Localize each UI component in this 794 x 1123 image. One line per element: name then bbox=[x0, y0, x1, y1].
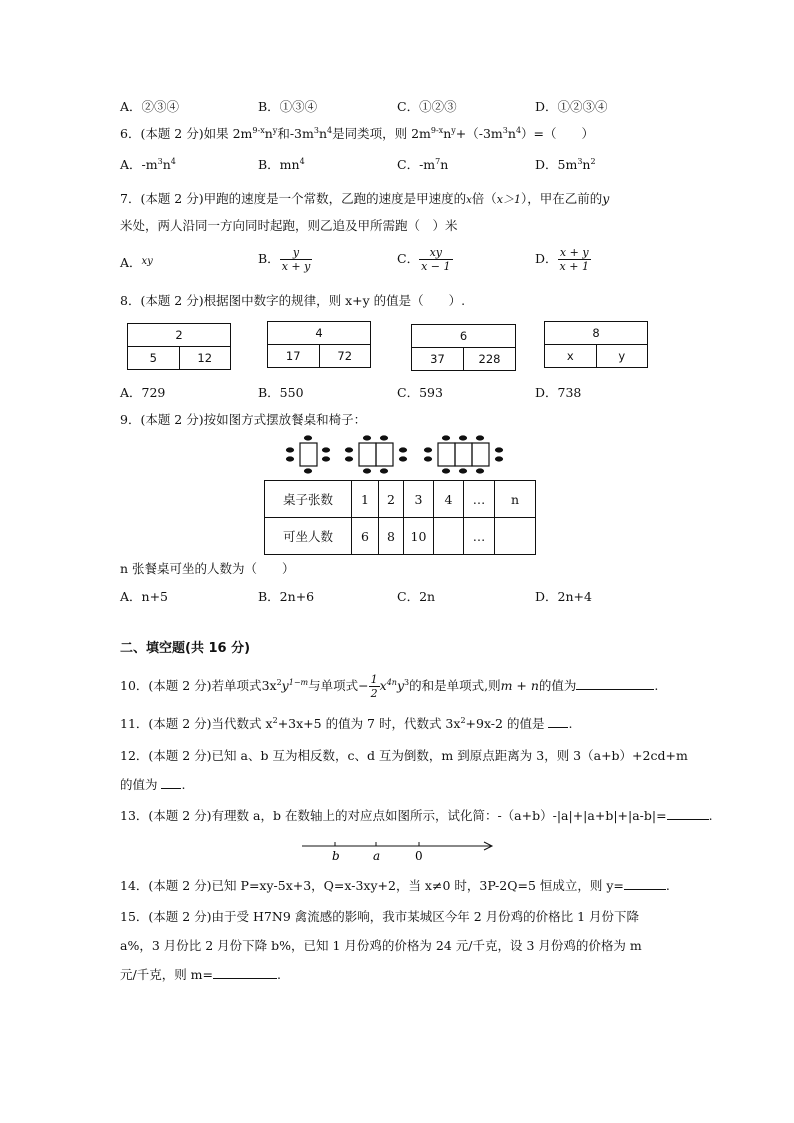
q9-option-a[interactable]: A．n+5 bbox=[120, 589, 169, 604]
label-a: a bbox=[373, 849, 381, 863]
q6-option-b[interactable]: B．$mn^4$ bbox=[258, 156, 305, 172]
number-line bbox=[298, 838, 498, 864]
q6-option-c[interactable]: C．$-m^7n$ bbox=[397, 156, 449, 172]
q8-option-c[interactable]: C．593 bbox=[397, 385, 443, 400]
q12-stem-line1: 12．(本题 2 分)已知 a、b 互为相反数，c、d 互为倒数，m 到原点距离为 3，则 3（a+b）+2cd+m bbox=[120, 748, 688, 763]
q10-stem: 10．(本题 2 分)若单项式$3x^2y^{1-m}$与单项式− $\frac{1}{2}$ $x^{4n}y^3$的和是单项式,则m + n的值为 . bbox=[120, 673, 659, 701]
q8-options bbox=[120, 383, 680, 401]
q7-option-d[interactable]: D． $\frac{x + y}{x + 1}$ bbox=[535, 246, 589, 273]
answer-blank[interactable] bbox=[576, 689, 654, 690]
q7-stem-line2: 米处，两人沿同一方向同时起跑，则乙追及甲所需跑（ ）米 bbox=[120, 218, 458, 233]
label-zero: 0 bbox=[415, 849, 423, 863]
q15-stem-line1: 15．(本题 2 分)由于受 H7N9 禽流感的影响，我市某城区今年 2 月份鸡的价格比 1 月份下降 bbox=[120, 909, 640, 924]
q9-option-c[interactable]: C．2n bbox=[397, 589, 436, 604]
q7-option-a[interactable]: A．$^{xy}$ bbox=[120, 255, 153, 270]
q6-option-d[interactable]: D．$5m^3n^2$ bbox=[535, 156, 596, 172]
q9-options bbox=[120, 587, 680, 605]
section-title-fill-in: 二、填空题(共 16 分) bbox=[120, 641, 251, 656]
q8-option-d[interactable]: D．738 bbox=[535, 385, 582, 400]
label-b: b bbox=[332, 849, 340, 863]
q8-box-4: 8 x y bbox=[544, 321, 648, 368]
q8-stem: 8．(本题 2 分)根据图中数字的规律，则 x+y 的值是（ ）. bbox=[120, 293, 466, 308]
q8-option-b[interactable]: B．550 bbox=[258, 385, 304, 400]
q7-stem-line1: 7．(本题 2 分)甲跑的速度是一个常数，乙跑的速度是甲速度的x倍（x＞1），甲在乙前的y bbox=[120, 191, 610, 206]
q5-option-c[interactable]: C．①②③ bbox=[397, 99, 457, 114]
q9-table bbox=[264, 480, 536, 555]
answer-blank[interactable] bbox=[624, 889, 666, 890]
q9-stem: 9．(本题 2 分)按如图方式摆放餐桌和椅子： bbox=[120, 412, 367, 427]
answer-blank[interactable] bbox=[213, 978, 277, 979]
q8-box-2: 4 17 72 bbox=[267, 321, 371, 368]
answer-blank[interactable] bbox=[667, 819, 709, 820]
q12-stem-line2: 的值为 . bbox=[120, 777, 186, 792]
q11-stem: 11．(本题 2 分)当代数式 $x^2+3x+5$ 的值为 7 时，代数式 $3x^2+9x-2$ 的值是 . bbox=[120, 715, 573, 731]
q6-option-a[interactable]: A．$-m^3n^4$ bbox=[120, 156, 176, 172]
q6-stem: 6．(本题 2 分)如果 $2m^{9-x}n^y$和$-3m^3n^4$是同类项，则 $2m^{9-x}n^y+(-3m^3n^4)=$（ ） bbox=[120, 125, 595, 141]
q8-option-a[interactable]: A．729 bbox=[120, 385, 166, 400]
answer-blank[interactable] bbox=[161, 788, 181, 789]
q5-option-d[interactable]: D．①②③④ bbox=[535, 99, 608, 114]
table-row: 可坐人数 6 8 10 … bbox=[265, 518, 536, 555]
q8-box-3: 6 37 228 bbox=[411, 324, 516, 371]
q5-option-a[interactable]: A．②③④ bbox=[120, 99, 180, 114]
q5-option-b[interactable]: B．①③④ bbox=[258, 99, 318, 114]
q15-stem-line3: 元/千克，则 m= . bbox=[120, 967, 281, 982]
table-row: 桌子张数 1 2 3 4 … n bbox=[265, 481, 536, 518]
q15-stem-line2: a%，3 月份比 2 月份下降 b%，已知 1 月份鸡的价格为 24 元/千克，设 3 月份鸡的价格为 m bbox=[120, 938, 642, 953]
q7-option-c[interactable]: C． $\frac{xy}{x - 1}$ bbox=[397, 246, 451, 273]
q5-options bbox=[120, 97, 680, 115]
q9-option-b[interactable]: B．2n+6 bbox=[258, 589, 315, 604]
q13-stem: 13．(本题 2 分)有理数 a，b 在数轴上的对应点如图所示，试化简：-（a+b）-|a|+|a+b|+|a-b|= . bbox=[120, 808, 713, 823]
q9-option-d[interactable]: D．2n+4 bbox=[535, 589, 592, 604]
q6-options bbox=[120, 155, 680, 173]
q7-option-b[interactable]: B． $\frac{y}{x + y}$ bbox=[258, 246, 311, 273]
q7-options bbox=[120, 246, 680, 278]
q9-question: n 张餐桌可坐的人数为（ ） bbox=[120, 561, 295, 576]
answer-blank[interactable] bbox=[548, 727, 568, 728]
q8-box-1: 2 5 12 bbox=[127, 323, 231, 370]
q14-stem: 14．(本题 2 分)已知 P=xy-5x+3，Q=x-3xy+2，当 x≠0 时，3P-2Q=5 恒成立，则 y= . bbox=[120, 878, 670, 893]
table-chair-diagram bbox=[282, 434, 522, 474]
